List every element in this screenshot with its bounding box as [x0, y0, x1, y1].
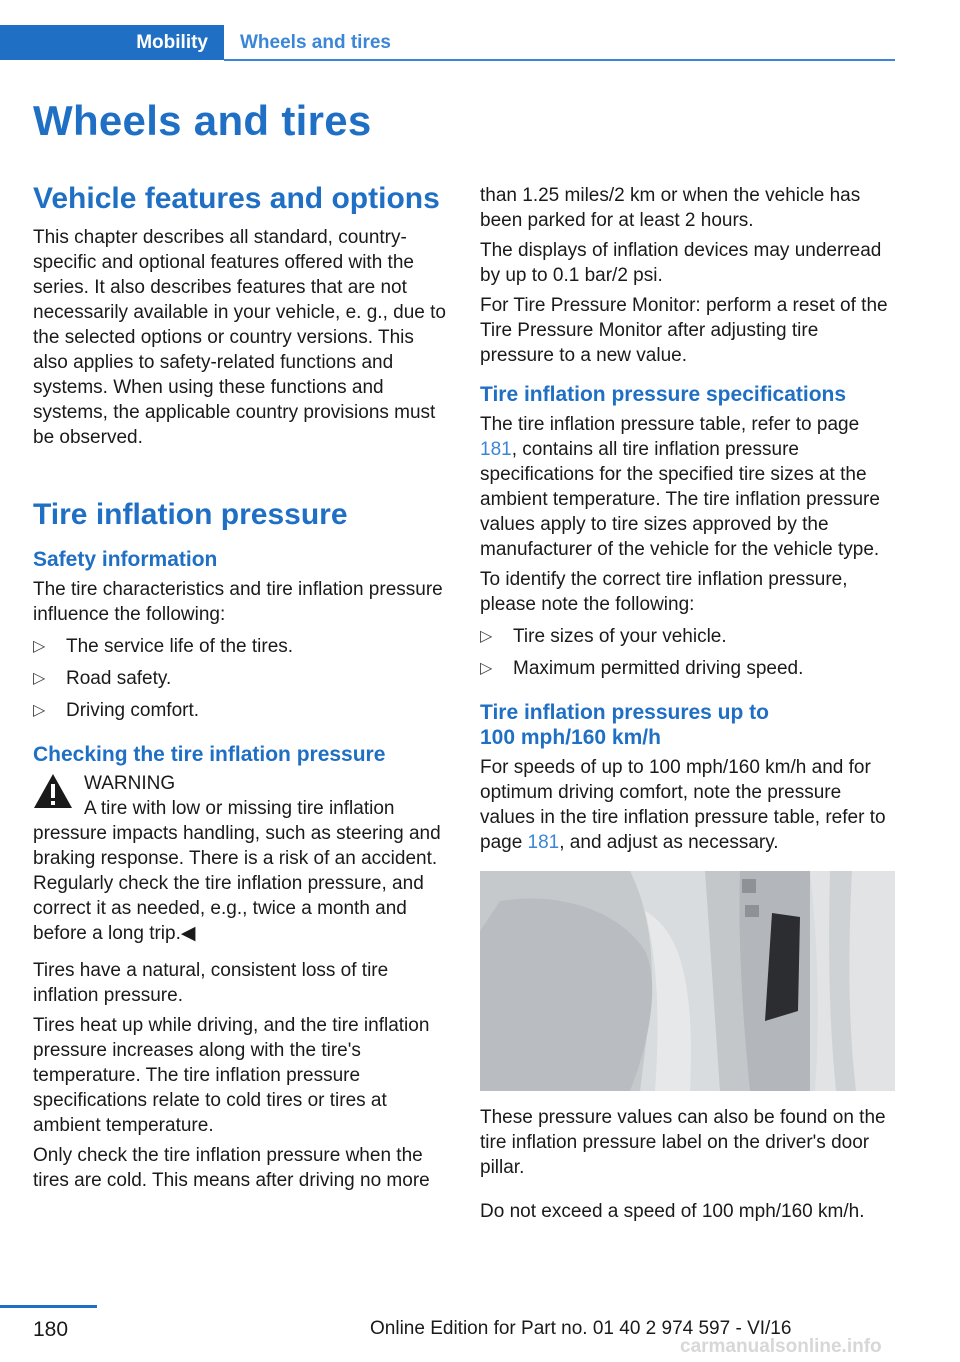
page-number: 180 [33, 1318, 69, 1341]
heading-tire-inflation: Tire inflation pressure [33, 497, 348, 531]
warning-box [33, 771, 449, 946]
page-link-181[interactable]: 181 [527, 832, 560, 853]
header-underline [224, 59, 895, 61]
watermark-text: carmanualsonline.info [680, 1336, 882, 1357]
paragraph-specs: The tire inflation pressure table, refer to page 181, contains all tire inflation pressure specifications for the specified tire sizes at the ambient temperature. The tire inflation pressure values apply to tire sizes approved by the manufacturer of the vehicle for the vehicle type. [480, 414, 880, 560]
list-item: ▷ The service life of the tires. [33, 636, 294, 657]
paragraph-pressure-loss: Tires have a natural, consistent loss of tire inflation pressure. [33, 960, 389, 1006]
triangle-bullet-icon: ▷ [480, 660, 493, 677]
triangle-bullet-icon: ▷ [33, 638, 46, 655]
warning-label: WARNING [84, 773, 176, 794]
triangle-bullet-icon: ▷ [480, 628, 493, 645]
chapter-tab[interactable]: Wheels and tires [240, 31, 391, 53]
paragraph-upto: For speeds of up to 100 mph/160 km/h and for optimum driving comfort, note the pressure values in the tire inflation pressure table, refer to page 181, and adjust as necessary. [480, 757, 886, 853]
left-column [33, 182, 449, 1193]
paragraph-monitor: For Tire Pressure Monitor: perform a reset of the Tire Pressure Monitor after adjusting tire pressure to a new value. [480, 295, 888, 366]
triangle-bullet-icon: ▷ [33, 702, 46, 719]
heading-pressures-upto: Tire inflation pressures up to 100 mph/160 km/h [480, 701, 769, 749]
header-bar [0, 25, 895, 62]
heading-pressure-specs: Tire inflation pressure specifications [480, 383, 847, 406]
warning-text: A tire with low or missing tire inflation pressure impacts handling, such as steering and braking response. There is a risk of an accident. Regularly check the tire inflation pressure, and correct it as needed, e.g., twice a month and before a long trip.◀ [33, 798, 441, 944]
paragraph-identify: To identify the correct tire inflation pressure, please note the following: [480, 569, 848, 615]
safety-list [33, 634, 449, 730]
list-item: ▷ Maximum permitted driving speed. [480, 658, 804, 679]
paragraph-speed-limit: Do not exceed a speed of 100 mph/160 km/h. [480, 1201, 865, 1222]
footer-rule [0, 1305, 97, 1308]
right-column [480, 183, 896, 1224]
page-title: Wheels and tires [33, 97, 372, 144]
paragraph-heat: Tires heat up while driving, and the tire inflation pressure increases along with the tire's temperature. The tire inflation pressure specifications relate to cold tires or tires at ambient temperature. [33, 1015, 430, 1136]
page-link-181[interactable]: 181 [480, 439, 512, 460]
warning-triangle-icon [33, 773, 73, 809]
list-item: ▷ Driving comfort. [33, 700, 200, 721]
list-item: ▷ Tire sizes of your vehicle. [480, 626, 727, 647]
list-item: ▷ Road safety. [33, 668, 172, 689]
paragraph-features: This chapter describes all standard, country-specific and optional features offered with the series. It also describes features that are not necessarily available in your vehicle, e. g., due to the selected options or country versions. This also applies to safety-related functions and systems. When using these functions and systems, the applicable country provisions must be observed. [33, 226, 446, 448]
paragraph-label-location: These pressure values can also be found on the tire inflation pressure label on the driver's door pillar. [480, 1107, 886, 1178]
seat-and-door-pillar-illustration [480, 871, 895, 1091]
door-pillar-photo [480, 871, 895, 1091]
paragraph-cold-check: Only check the tire inflation pressure when the tires are cold. This means after driving no more [33, 1145, 430, 1191]
paragraph-continued: than 1.25 miles/2 km or when the vehicle has been parked for at least 2 hours. [480, 185, 861, 231]
section-tab[interactable]: Mobility [0, 25, 224, 60]
identify-list [480, 624, 896, 688]
paragraph-safety: The tire characteristics and tire inflation pressure influence the following: [33, 579, 443, 625]
triangle-bullet-icon: ▷ [33, 670, 46, 687]
heading-vehicle-features: Vehicle features and options [33, 182, 440, 215]
heading-safety-info: Safety information [33, 548, 218, 571]
edition-text: Online Edition for Part no. 01 40 2 974 597 - VI/16 [370, 1318, 792, 1339]
paragraph-display: The displays of inflation devices may underread by up to 0.1 bar/2 psi. [480, 240, 882, 286]
heading-checking-pressure: Checking the tire inflation pressure [33, 743, 386, 766]
